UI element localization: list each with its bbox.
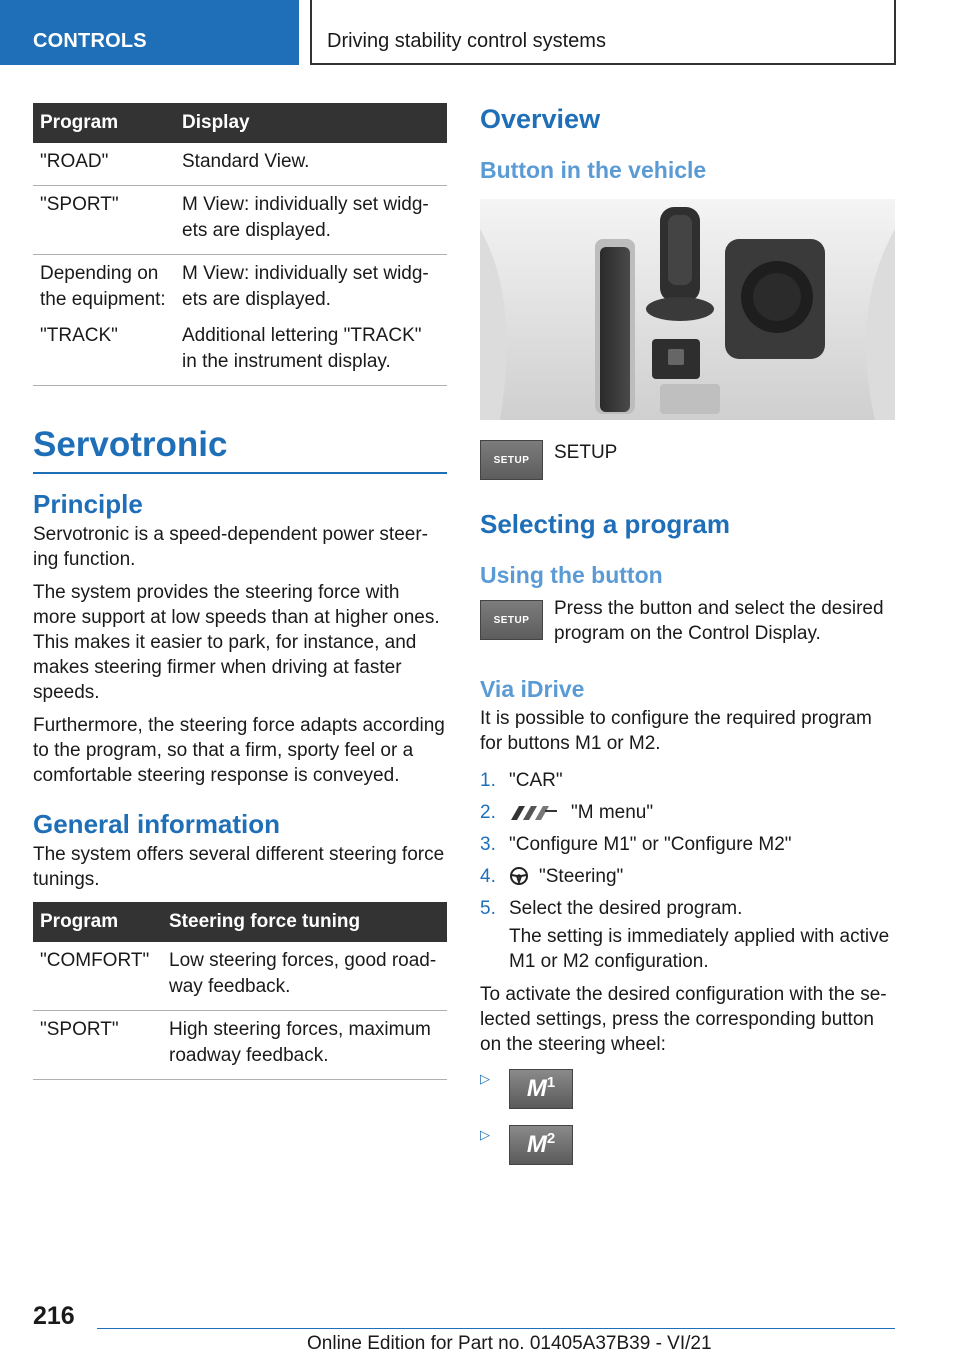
paragraph: Furthermore, the steering force adapts according to the program, so that a firm, sporty feel or a comfortable steering response is conveyed. (33, 715, 445, 786)
display-program-table (33, 103, 447, 386)
step5-note: The setting is immediately applied with active M1 or M2 configuration. (509, 926, 890, 972)
button-in-vehicle-heading: Button in the vehicle (480, 157, 707, 183)
steering-wheel-icon (509, 866, 531, 888)
idrive-text: It is possible to configure the required program for buttons M1 or M2. (480, 708, 872, 754)
using-button-text: Press the button and select the desired program on the Control Display. (554, 598, 884, 644)
table-row: "ROAD" Standard View. (33, 143, 447, 186)
table-row: "SPORT" M View: individually set widg-ets are displayed. (33, 186, 447, 255)
m2-bullet: ▷ M 2 (480, 1125, 895, 1165)
table-row: "SPORT" High steering forces, maximum roadway feedback. (33, 1011, 447, 1080)
selecting-program-heading: Selecting a program (480, 509, 730, 539)
section-tab (0, 0, 299, 65)
paragraph: Servotronic is a speed-dependent power steer-ing function. (33, 524, 429, 570)
center-console-illustration (480, 199, 895, 420)
table-header: Display (175, 103, 447, 143)
activate-text: To activate the desired configuration with the se-lected settings, press the corresponding button on the steering wheel: (480, 984, 887, 1055)
page-number: 216 (33, 1302, 75, 1330)
overview-heading: Overview (480, 104, 601, 134)
m2-button-icon: M 2 (509, 1125, 573, 1165)
list-item: 2. "M menu" (480, 802, 654, 823)
m-menu-icon (509, 804, 557, 822)
steering-force-table (33, 902, 447, 1080)
table-header: Program (33, 103, 175, 143)
edition-text: Online Edition for Part no. 01405A37B39 - VI/21 (307, 1333, 712, 1354)
paragraph: The system provides the steering force with more support at low speeds than at higher ones. This makes it easier to park, for instance, and makes steering firmer when driving at faster speeds. (33, 582, 440, 703)
section-title: Servotronic (33, 425, 228, 464)
right-column (480, 101, 895, 1165)
list-item: 3. "Configure M1" or "Configure M2" (480, 834, 792, 855)
left-column (33, 103, 447, 1080)
list-item: 4. "Steering" (480, 866, 624, 887)
paragraph: The system offers several different steering force tunings. (33, 844, 445, 890)
principle-heading: Principle (33, 489, 143, 519)
using-button-row (480, 596, 895, 646)
table-header: Steering force tuning (162, 902, 447, 942)
setup-legend (480, 440, 895, 480)
idrive-heading: Via iDrive (480, 676, 585, 702)
footer-rule (97, 1328, 895, 1329)
m1-bullet: ▷ M 1 (480, 1069, 895, 1109)
section-label: CONTROLS (33, 30, 147, 52)
list-item: 1. "CAR" (480, 770, 563, 791)
servotronic-heading-block (33, 424, 447, 474)
chapter-header (310, 0, 896, 65)
setup-label: SETUP (554, 442, 618, 463)
table-row: Depending on the equipment: M View: individually set widg-ets are displayed. (40, 263, 429, 310)
table-row: "COMFORT" Low steering forces, good road-way feedback. (33, 942, 447, 1011)
vehicle-console-photo (480, 199, 895, 420)
list-item: 5. Select the desired program. (480, 898, 743, 919)
using-button-heading: Using the button (480, 562, 663, 588)
setup-button-icon: SETUP (480, 440, 543, 480)
chapter-title: Driving stability control systems (327, 30, 606, 52)
steps-list (480, 768, 895, 922)
general-info-heading: General information (33, 809, 281, 839)
m1-button-icon: M 1 (509, 1069, 573, 1109)
setup-button-icon: SETUP (480, 600, 543, 640)
table-row: "TRACK" Additional lettering "TRACK" in the instrument display. (33, 317, 447, 386)
table-header: Program (33, 902, 162, 942)
